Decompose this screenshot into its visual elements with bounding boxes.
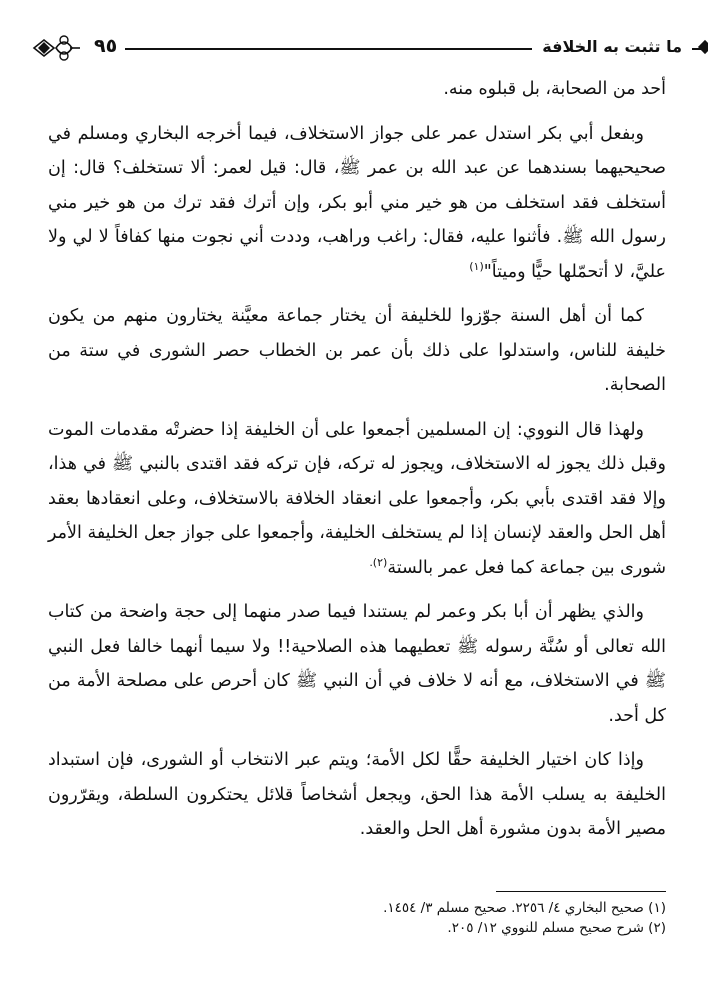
running-title: ما تثبت به الخلافة (532, 34, 692, 60)
paragraph: كما أن أهل السنة جوّزوا للخليفة أن يختار جماعة معيَّنة يختارون منهم من يكون خليفة للناس، واستدلوا على ذلك بأن عمر بن الخطاب حصر الشورى في ستة من الصحابة. (48, 306, 666, 395)
main-text (48, 72, 666, 857)
header-diamond-icon (698, 40, 708, 54)
page-number: ٩٥ (86, 32, 125, 60)
footnote: (١) صحيح البخاري ٤/ ٢٢٥٦. صحيح مسلم ٣/ ١٤٥٤. (383, 900, 666, 916)
paragraph: وإذا كان اختيار الخليفة حقًّا لكل الأمة؛ ويتم عبر الانتخاب أو الشورى، فإن استبداد الخليفة به يسلب الأمة هذا الحق، ويجعل أشخاصاً قلائل يحتكرون السلطة، ويقرّرون مصير الأمة بدون مشورة أهل الحل والعقد. (48, 750, 666, 839)
paragraph: والذي يظهر أن أبا بكر وعمر لم يستندا فيما صدر منهما إلى حجة واضحة من كتاب الله تعالى أو سُنَّة رسوله ﷺ تعطيهما هذه الصلاحية!! ولا سيما أنهما خالفا فعل النبي ﷺ في الاستخلاف، مع أنه لا خلاف في أن النبي ﷺ كان أحرص على مصلحة الأمة من كل أحد. (48, 602, 666, 726)
footnotes (48, 898, 666, 938)
paragraph: أحد من الصحابة، بل قبلوه منه. (443, 79, 666, 99)
footnote-ref: (١) (469, 259, 484, 273)
footnote-separator (496, 891, 666, 892)
footnote: (٢) شرح صحيح مسلم للنووي ١٢/ ٢٠٥. (447, 920, 666, 936)
paragraph: وبفعل أبي بكر استدل عمر على جواز الاستخلاف، فيما أخرجه البخاري ومسلم في صحيحيهما بسندهما عن عبد الله بن عمر ﷺ، قال: قيل لعمر: ألا تستخلف؟ قال: إن أستخلف فقد استخلف من هو خير مني أبو بكر، وإن أترك فقد ترك من هو خير مني رسول الله ﷺ. فأثنوا عليه، فقال: راغب وراهب، وددت أني نجوت منها كفافاً لا لي ولا عليَّ، لا أتحمّلها حيًّا وميتاً"$^{(١)}$ (48, 123, 666, 282)
running-header (30, 30, 708, 66)
paragraph: ولهذا قال النووي: إن المسلمين أجمعوا على أن الخليفة إذا حضرتْه مقدمات الموت وقبل ذلك يجوز له الاستخلاف، ويجوز له تركه، فإن تركه فقد اقتدى بالنبي ﷺ في هذا، وإلا فقد اقتدى بأبي بكر، وأجمعوا على انعقاد الخلافة بالاستخلاف، وعلى انعقادها بعقد أهل الحل والعقد لإنسان إذا لم يستخلف الخليفة، وأجمعوا على جواز جعل الخليفة الأمر شورى بين جماعة كما فعل عمر بالستة$^{(٢).}$ (48, 419, 666, 578)
footnote-ref: (٢). (369, 555, 388, 569)
header-ornament-icon (30, 30, 82, 66)
